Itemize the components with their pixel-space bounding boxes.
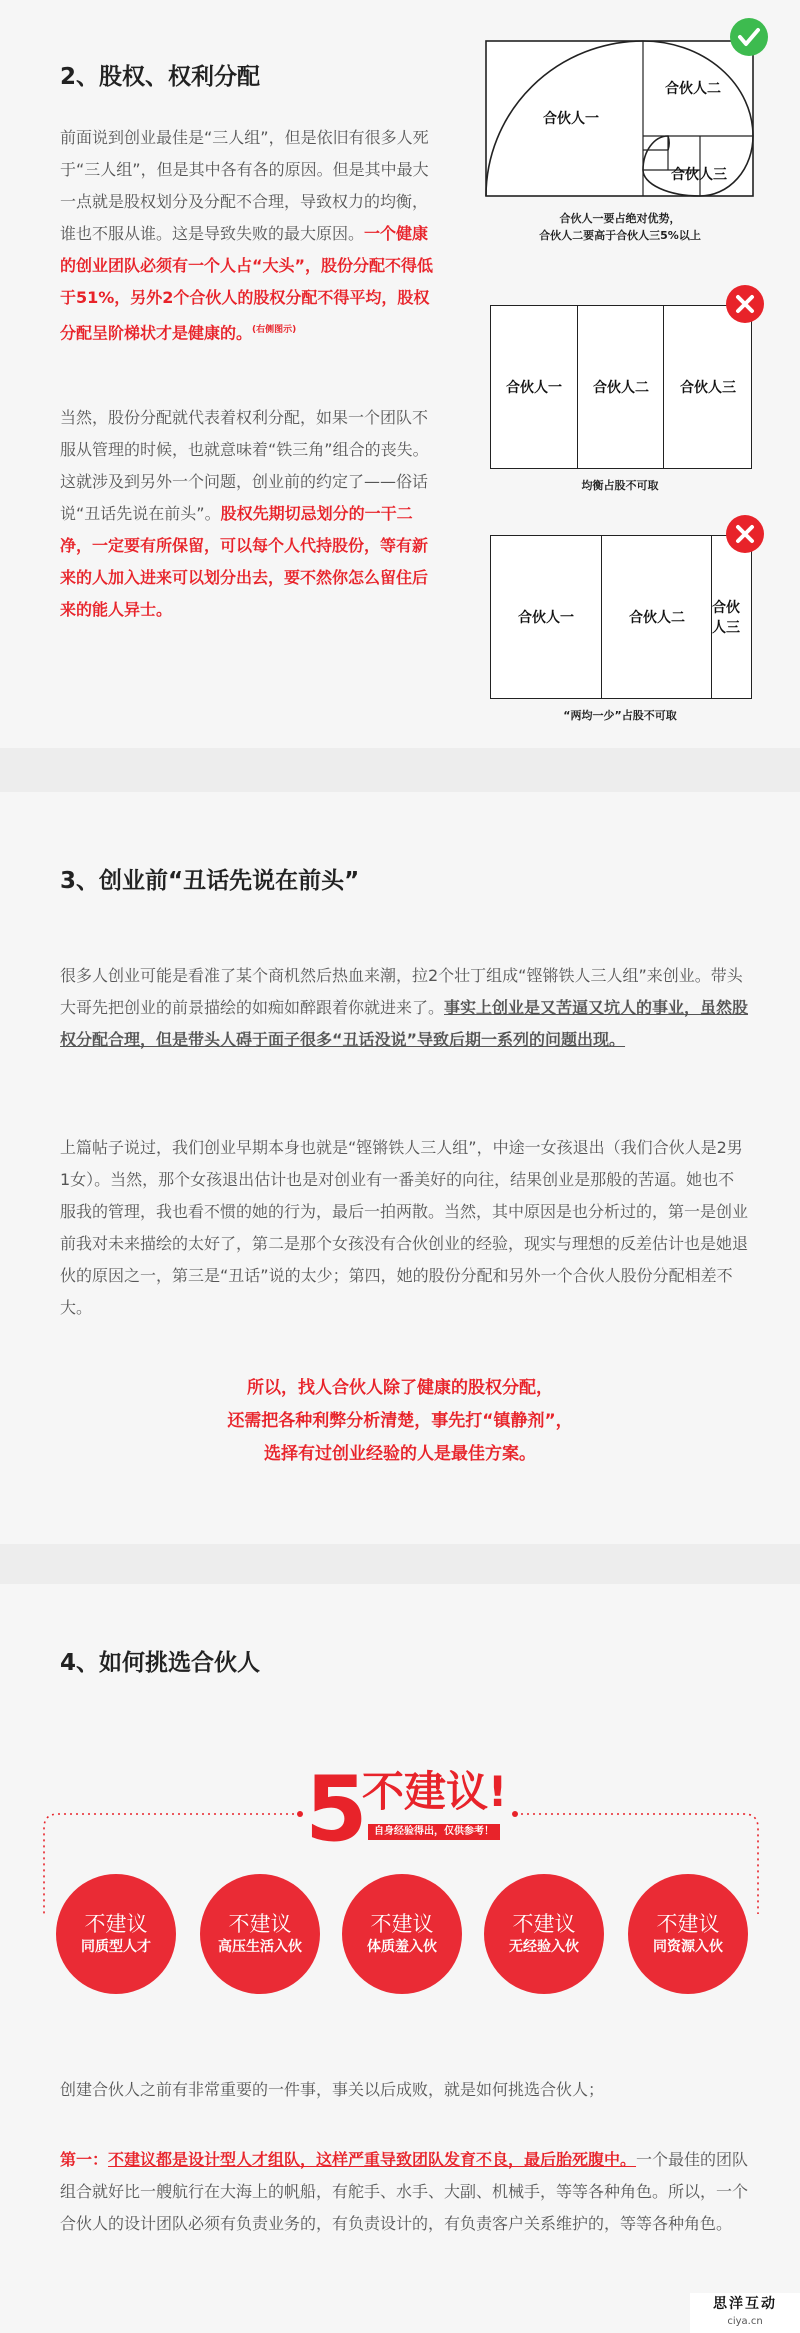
- figure-3-caption: “两均一少”占股不可取: [563, 709, 677, 722]
- golden-partner-3-label: 合伙人三: [671, 167, 727, 183]
- cross-icon: [726, 285, 764, 323]
- equal-partner-1: 合伙人一: [506, 380, 562, 396]
- section-3-paragraph-2: 上篇帖子说过，我们创业早期本身也就是“铿锵铁人三人组”，中途一女孩退出（我们合伙人是2男1女）。当然，那个女孩退出估计也是对创业有一番美好的向往，结果创业是那般的苦逼。她也不服我的管理，我也看不惯的她的行为，最后一拍两散。当然，其中原因是也分析过的，第一是创业前我对未来描绘的太好了，第二是那个女孩没有合伙创业的经验，现实与理想的反差估计也是她退伙的原因之一，第三是“丑话”说的太少；第四，她的股份分配和另外一个合伙人股份分配相差不大。: [60, 1138, 749, 1317]
- section-3-paragraph-1: 很多人创业可能是看准了某个商机然后热血来潮，拉2个壮丁组成“铿锵铁人三人组”来创业。带头大哥先把创业的前景描绘的如痴如醉跟着你就进来了。事实上创业是又苦逼又坑人的事业，虽然股权分配合理，但是带头人碍于面子很多“丑话没说”导致后期一系列的问题出现。: [60, 966, 749, 1049]
- check-icon: [730, 18, 768, 56]
- figure-1-caption: 合伙人一要占绝对优势， 合伙人二要高于合伙人三5%以上: [539, 212, 701, 242]
- section-3-conclusion: 所以，找人合伙人除了健康的股权分配， 还需把各种利弊分析清楚，事先打“镇静剂”， 选择有过创业经验的人是最佳方案。: [227, 1378, 573, 1464]
- section-2-paragraph-2: 当然，股份分配就代表着权利分配，如果一个团队不服从管理的时候，也就意味着“铁三角”组合的丧失。这就涉及到另外一个问题，创业前的约定了——俗话说“丑话先说在前头”。股权先期切忌划分的一干二净，一定要有所保留，可以每个人代持股份，等有新来的人加入进来可以划分出去，要不然你怎么留住后来的能人异士。: [60, 408, 429, 619]
- tes-partner-3: 合伙人三: [711, 536, 752, 698]
- golden-partner-2-label: 合伙人二: [665, 81, 721, 97]
- figure-equal-split: [490, 305, 752, 469]
- section-2-title: 2、股权、权利分配: [60, 64, 261, 90]
- section-4: [0, 1584, 800, 2333]
- tes-partner-1: 合伙人一: [518, 610, 574, 626]
- tes-partner-2: 合伙人二: [601, 536, 712, 698]
- equal-partner-3: 合伙人三: [663, 306, 752, 468]
- cross-icon: [726, 515, 764, 553]
- section-3: [0, 792, 800, 1544]
- section-4-paragraph-2: 第一：不建议都是设计型人才组队，这样严重导致团队发育不良，最后胎死腹中。一个最佳的团队组合就好比一艘航行在大海上的帆船，有舵手、水手、大副、机械手，等等各种角色。所以，一个合伙人的设计团队必须有负责业务的，有负责设计的，有负责客户关系维护的，等等各种角色。: [60, 2150, 749, 2233]
- figure-two-equal-one-small: [490, 535, 752, 699]
- not-recommended-circle-4: 不建议 无经验入伙: [484, 1874, 604, 1994]
- not-recommended-circle-1: 不建议 同质型人才: [56, 1874, 176, 1994]
- figure-2-caption: 均衡占股不可取: [581, 479, 659, 492]
- section-2-paragraph-1: 前面说到创业最佳是“三人组”，但是依旧有很多人死于“三人组”，但是其中各有各的原因。但是其中最大一点就是股权划分及分配不合理，导致权力的均衡，谁也不服从谁。这是导致失败的最大原因。一个健康的创业团队必须有一个人占“大头”，股份分配不得低于51%，另外2个合伙人的股权分配不得平均，股权分配呈阶梯状才是健康的。$^{(右侧图示)}$: [60, 128, 434, 343]
- figure-golden-ratio: [485, 40, 755, 200]
- five-big-number: 5: [305, 1757, 368, 1862]
- not-recommended-heading: 不建议!: [362, 1767, 508, 1816]
- not-recommended-circle-3: 不建议 体质羞入伙: [342, 1874, 462, 1994]
- golden-partner-1-label: 合伙人一: [543, 111, 599, 127]
- section-4-paragraph-1: 创建合伙人之前有非常重要的一件事，事关以后成败，就是如何挑选合伙人；: [60, 2080, 605, 2099]
- not-recommended-circle-5: 不建议 同资源入伙: [628, 1874, 748, 1994]
- experience-tag: 自身经验得出，仅供参考！: [368, 1824, 500, 1840]
- section-3-title: 3、创业前“丑话先说在前头”: [60, 868, 360, 894]
- section-4-title: 4、如何挑选合伙人: [60, 1650, 261, 1676]
- brand-watermark: 思洋互动 ciya.cn: [690, 2293, 800, 2333]
- equal-partner-2: 合伙人二: [577, 306, 664, 468]
- not-recommended-circle-2: 不建议 高压生活入伙: [200, 1874, 320, 1994]
- section-2: [0, 0, 800, 748]
